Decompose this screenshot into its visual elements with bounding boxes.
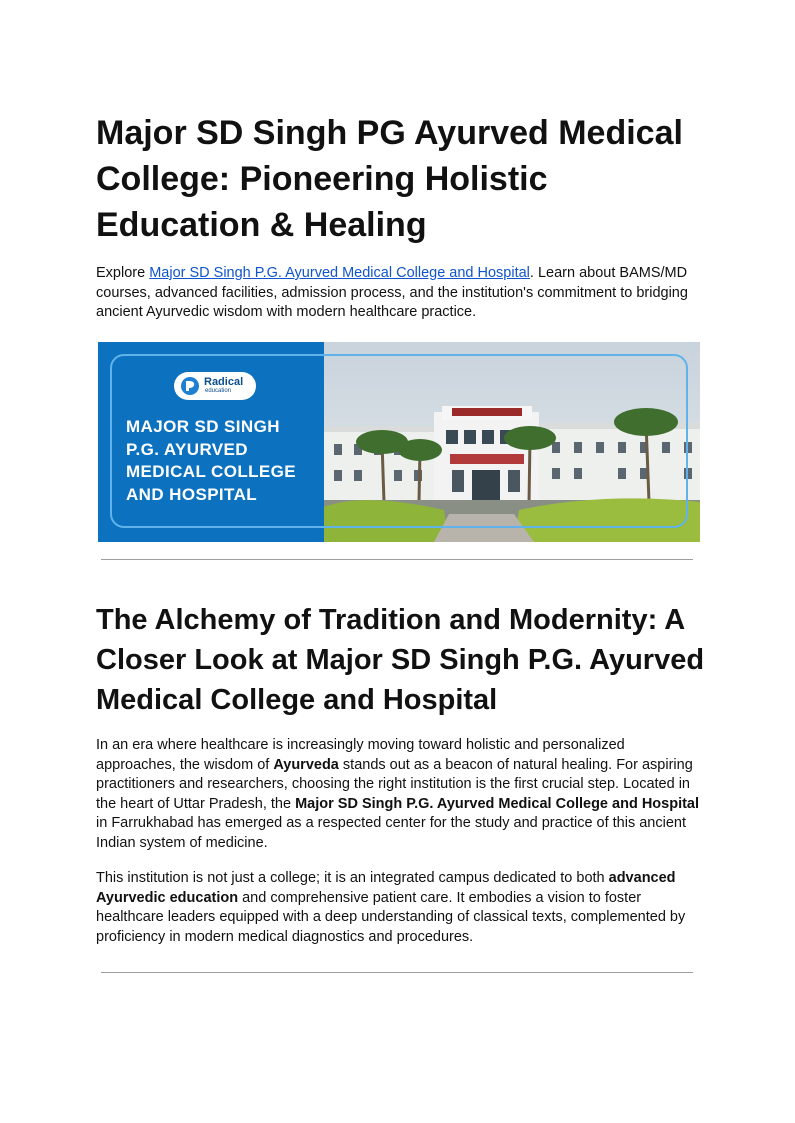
divider (101, 559, 693, 560)
bold-text: Ayurveda (273, 756, 339, 773)
text: and comprehensive patient care. It embodies a vision to foster healthcare leaders equipped with a deep understanding of classical texts, complemented by proficiency in modern medical diagnostics and procedures. (96, 889, 686, 945)
intro-text-end: . Learn about BAMS/MD courses, advanced facilities, admission process, and the institution's commitment to bridging ancient Ayurvedic wisdom with modern healthcare practice. (96, 265, 688, 320)
hero-title (126, 416, 326, 506)
section-heading: The Alchemy of Tradition and Modernity: A Closer Look at Major SD Singh P.G. Ayurved Medical College and Hospital (96, 604, 705, 716)
intro-paragraph (96, 264, 701, 323)
page-title: Major SD Singh PG Ayurved Medical College: Pioneering Holistic Education & Healing (96, 114, 683, 244)
radical-logo-icon (181, 377, 199, 395)
hero-title-line: AND HOSPITAL (126, 484, 258, 504)
text: This institution is not just a college; it is an integrated campus dedicated to both (96, 870, 609, 886)
bold-text: advanced Ayurvedic education (96, 870, 676, 906)
bold-text: Major SD Singh P.G. Ayurved Medical College and Hospital (295, 795, 700, 812)
logo-subtitle: education (205, 388, 232, 394)
hero-title-line: MAJOR SD SINGH (126, 417, 280, 436)
hero-title-line: MEDICAL COLLEGE (126, 462, 297, 481)
logo-name: Radical (204, 376, 244, 388)
body-paragraph-1 (96, 736, 701, 853)
hero-banner (98, 342, 700, 542)
divider (101, 972, 693, 973)
body-paragraph-2 (96, 869, 701, 947)
intro-text-start: Explore (96, 265, 150, 281)
college-link[interactable]: Major SD Singh P.G. Ayurved Medical College and Hospital (149, 265, 530, 281)
radical-education-logo (174, 372, 256, 400)
text: in Farrukhabad has emerged as a respected center for the study and practice of this ancient Indian system of medicine. (96, 815, 687, 851)
text: stands out as a beacon of natural healing. For aspiring practitioners and researchers, choosing the right institution is the first crucial step. Located in the heart of Uttar Pradesh, the (96, 756, 693, 812)
text: In an era where healthcare is increasingly moving toward holistic and personalized approaches, the wisdom of (96, 737, 625, 773)
hero-title-line: P.G. AYURVED (126, 439, 248, 459)
